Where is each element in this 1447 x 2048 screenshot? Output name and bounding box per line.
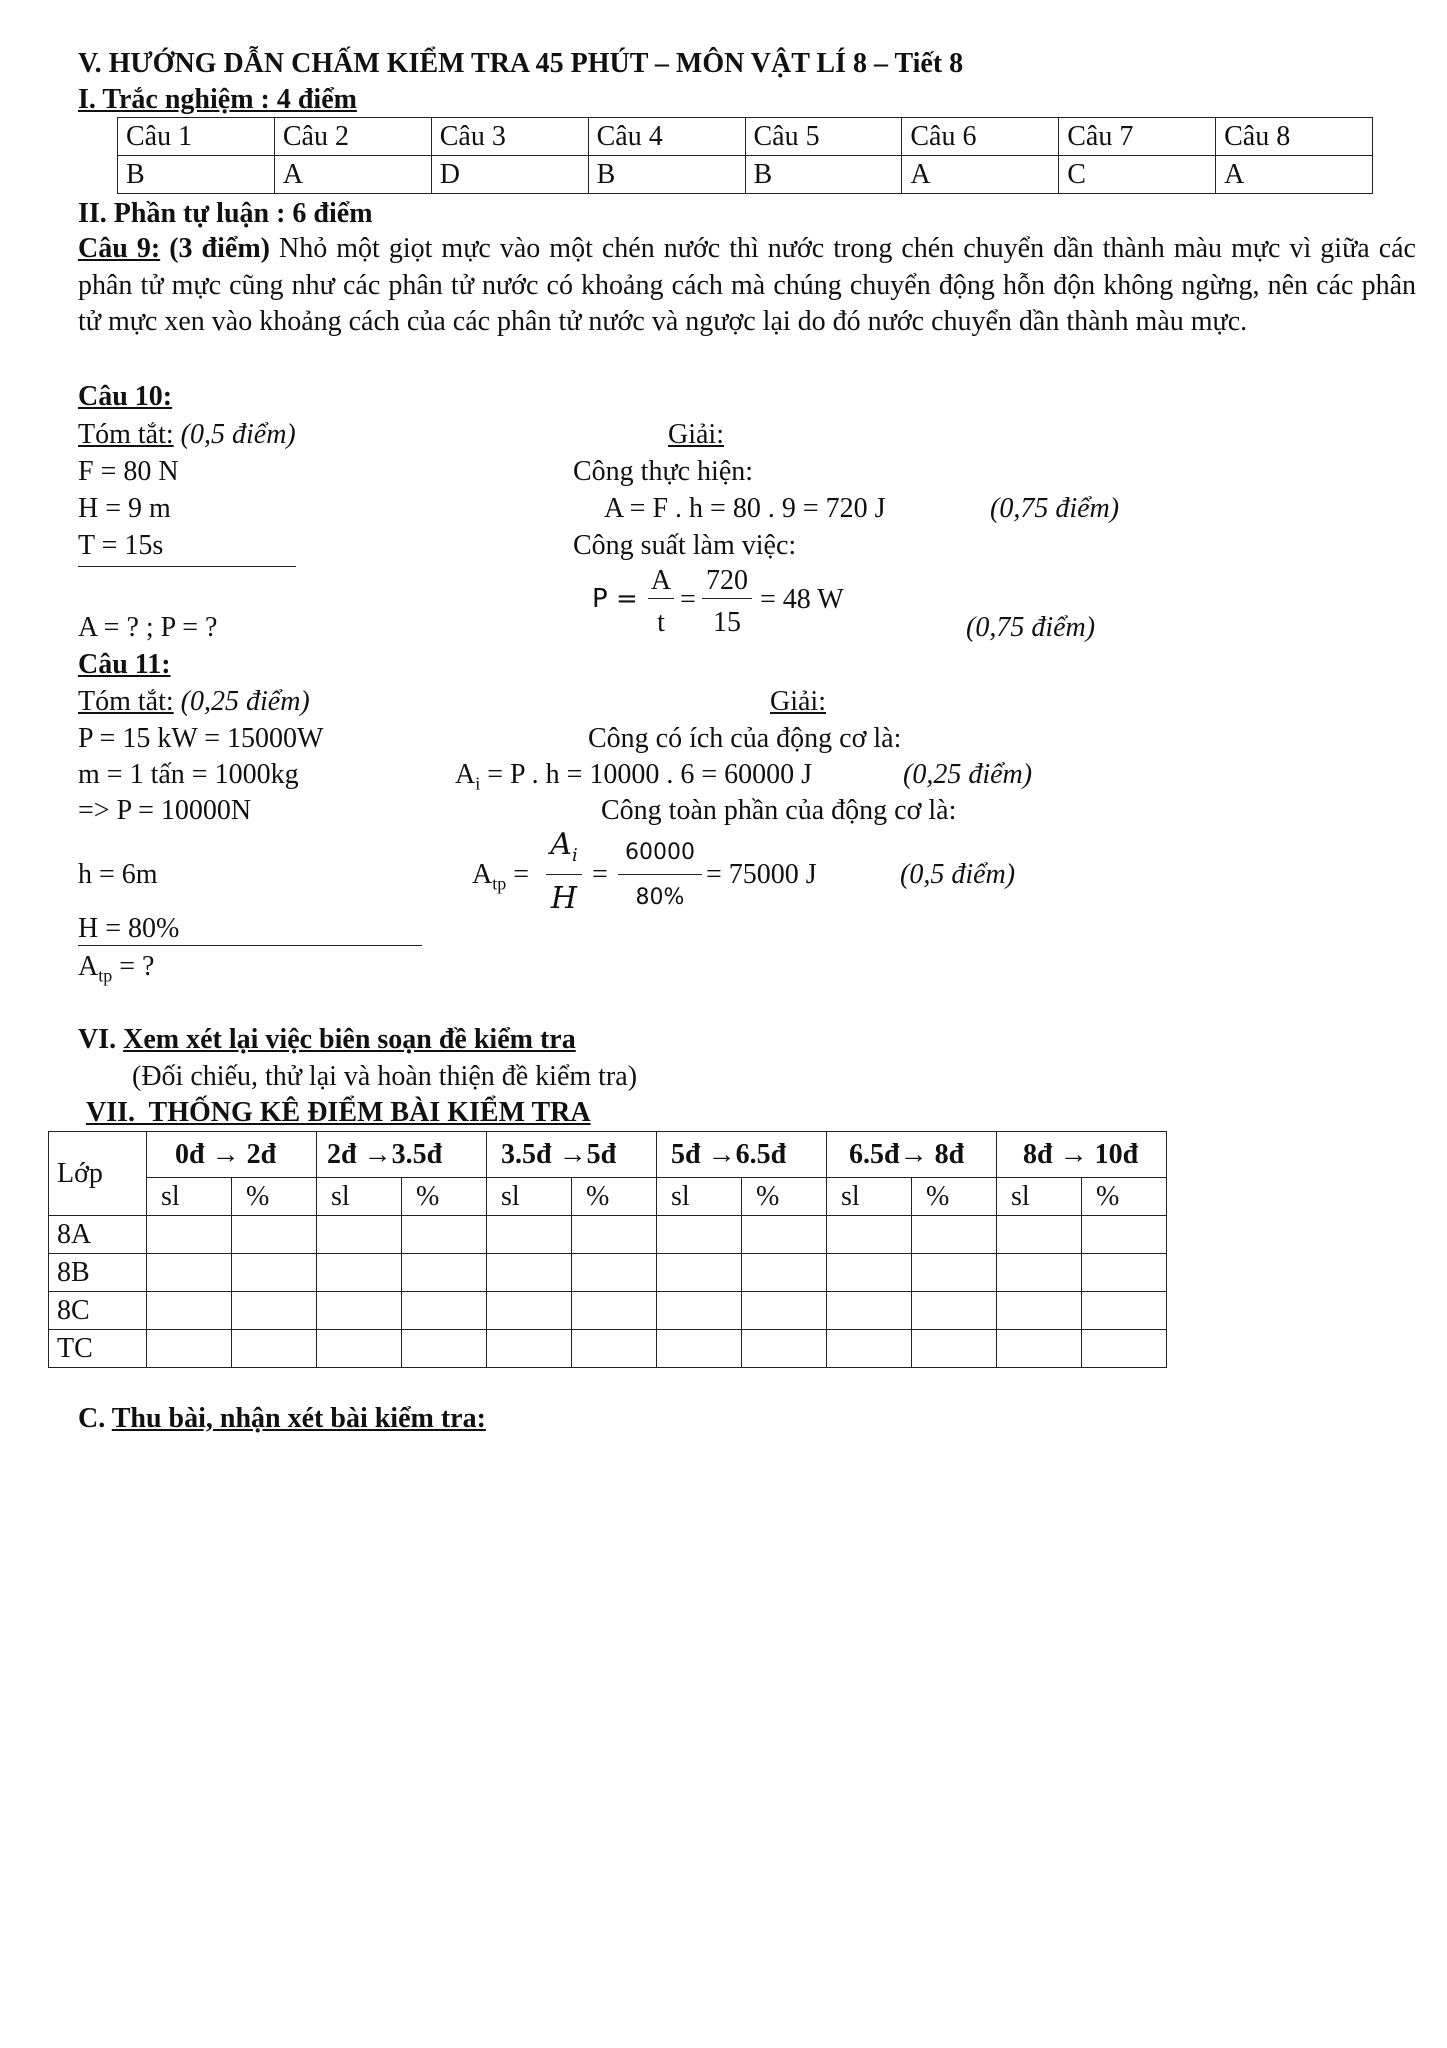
- score-cell: [997, 1216, 1082, 1254]
- score-cell: [657, 1216, 742, 1254]
- q10-power-den1: t: [657, 607, 665, 638]
- question-11-label: Câu 11:: [78, 649, 171, 680]
- q10-power-fraction-line-1: [648, 598, 674, 599]
- q11-total-symbol: A: [472, 859, 493, 890]
- q10-power-fraction-line-2: [702, 598, 752, 599]
- question-cell: Câu 1: [118, 118, 275, 156]
- q11-useful-formula: = P . h = 10000 . 6 = 60000 J: [487, 759, 813, 790]
- score-cell: [912, 1254, 997, 1292]
- answer-table-header-row: [118, 118, 1373, 156]
- q11-unknown: [78, 953, 154, 985]
- answer-cell: B: [588, 156, 745, 194]
- q10-solution-label: Giải:: [668, 419, 724, 450]
- section-7-title: THỐNG KÊ ĐIỂM BÀI KIỂM TRA: [148, 1097, 591, 1128]
- count-header: sl: [487, 1178, 572, 1216]
- score-cell: [572, 1254, 657, 1292]
- score-subheader-row: [49, 1178, 1167, 1216]
- section-6-subtitle: (Đối chiếu, thử lại và hoàn thiện đề kiểm tra): [132, 1061, 638, 1092]
- q11-total-num2: 60000: [625, 840, 695, 865]
- section-6-heading: [78, 1026, 576, 1054]
- q11-summary-points: (0,25 điểm): [180, 686, 310, 717]
- count-header: sl: [147, 1178, 232, 1216]
- percent-header: %: [1082, 1178, 1167, 1216]
- q10-power-equals: =: [680, 584, 696, 615]
- question-cell: Câu 7: [1059, 118, 1216, 156]
- score-statistics-table: [48, 1131, 1167, 1368]
- percent-header: %: [232, 1178, 317, 1216]
- score-cell: [147, 1216, 232, 1254]
- score-cell: [402, 1254, 487, 1292]
- q11-summary-label: Tóm tắt:: [78, 686, 174, 717]
- q11-solution-label: Giải:: [770, 686, 826, 717]
- q11-total-lhs: $A_{tp}$ =: [472, 859, 530, 894]
- q11-total-den1: H: [550, 881, 578, 916]
- q10-power-result: = 48 W: [760, 584, 844, 615]
- count-header: sl: [657, 1178, 742, 1216]
- q10-given-height: H = 9 m: [78, 493, 171, 524]
- count-header: sl: [827, 1178, 912, 1216]
- part2-title: II. Phần tự luận : 6 điểm: [78, 198, 373, 229]
- question-cell: Câu 2: [274, 118, 431, 156]
- section-c-title: Thu bài, nhận xét bài kiểm tra:: [111, 1403, 486, 1434]
- q11-total-equals: =: [592, 859, 608, 890]
- score-cell: [232, 1330, 317, 1368]
- score-cell: [317, 1330, 402, 1368]
- class-name: 8B: [49, 1254, 147, 1292]
- q11-useful-points: (0,25 điểm): [903, 759, 1033, 790]
- q11-total-fraction-line-1: [546, 874, 582, 875]
- score-cell: [147, 1292, 232, 1330]
- class-row: [49, 1216, 1167, 1254]
- class-name: TC: [49, 1330, 147, 1368]
- part1-title: I. Trắc nghiệm : 4 điểm: [78, 84, 357, 115]
- q11-given-power: P = 15 kW = 15000W: [78, 723, 324, 754]
- q11-useful-subscript: i: [475, 773, 481, 794]
- q11-unknown-rest: = ?: [119, 951, 155, 982]
- class-name: 8C: [49, 1292, 147, 1330]
- q10-work-title: Công thực hiện:: [573, 456, 754, 487]
- q10-given-time: T = 15s: [78, 530, 164, 561]
- score-cell: [402, 1292, 487, 1330]
- score-range-header-row: [49, 1132, 1167, 1178]
- score-range-header: 3.5đ →5đ: [487, 1132, 657, 1178]
- score-cell: [742, 1330, 827, 1368]
- q10-power-title: Công suất làm việc:: [573, 530, 797, 561]
- section-7-heading: [86, 1099, 591, 1127]
- question-cell: Câu 3: [431, 118, 588, 156]
- score-cell: [147, 1330, 232, 1368]
- score-cell: [1082, 1254, 1167, 1292]
- answer-cell: A: [1216, 156, 1373, 194]
- question-9-label: Câu 9:: [78, 233, 161, 264]
- q10-summary-heading: [78, 421, 296, 449]
- q11-unknown-subscript: tp: [98, 965, 113, 986]
- question-10-label: Câu 10:: [78, 381, 173, 412]
- section-6-title: Xem xét lại việc biên soạn đề kiểm tra: [123, 1024, 576, 1055]
- score-cell: [1082, 1216, 1167, 1254]
- q10-power-num2: 720: [706, 565, 748, 596]
- q11-total-num1: [546, 827, 582, 866]
- score-cell: [487, 1330, 572, 1368]
- q10-power-points: (0,75 điểm): [966, 612, 1096, 643]
- q11-total-points: (0,5 điểm): [900, 859, 1016, 890]
- score-cell: [657, 1330, 742, 1368]
- question-cell: Câu 6: [902, 118, 1059, 156]
- q11-total-num1-symbol: A: [550, 827, 572, 862]
- score-cell: [912, 1216, 997, 1254]
- question-cell: Câu 8: [1216, 118, 1373, 156]
- section-7-prefix: VII.: [86, 1097, 136, 1128]
- section-6-prefix: VI.: [78, 1024, 117, 1055]
- score-cell: [827, 1216, 912, 1254]
- q11-useful-formula-line: [455, 761, 812, 793]
- score-cell: [1082, 1292, 1167, 1330]
- percent-header: %: [402, 1178, 487, 1216]
- class-header: Lớp: [49, 1132, 147, 1216]
- score-cell: [912, 1292, 997, 1330]
- class-row: [49, 1292, 1167, 1330]
- score-cell: [232, 1254, 317, 1292]
- q10-summary-divider: [78, 566, 296, 567]
- score-cell: [147, 1254, 232, 1292]
- question-cell: Câu 4: [588, 118, 745, 156]
- score-range-header: 5đ →6.5đ: [657, 1132, 827, 1178]
- score-cell: [232, 1292, 317, 1330]
- question-9-paragraph: [78, 231, 1416, 341]
- q10-power-lhs: P =: [592, 584, 638, 614]
- q10-work-formula: A = F . h = 80 . 9 = 720 J: [604, 493, 886, 524]
- q11-useful-title: Công có ích của động cơ là:: [588, 723, 902, 754]
- q11-given-weight: => P = 10000N: [78, 795, 252, 826]
- section-c-prefix: C.: [78, 1403, 106, 1434]
- score-cell: [657, 1254, 742, 1292]
- score-cell: [827, 1254, 912, 1292]
- score-cell: [657, 1292, 742, 1330]
- score-cell: [317, 1292, 402, 1330]
- q10-summary-label: Tóm tắt:: [78, 419, 174, 450]
- q11-total-result: = 75000 J: [706, 859, 817, 890]
- percent-header: %: [742, 1178, 827, 1216]
- score-cell: [572, 1330, 657, 1368]
- q10-work-points: (0,75 điểm): [990, 493, 1120, 524]
- q11-given-efficiency: H = 80%: [78, 913, 180, 944]
- score-cell: [827, 1330, 912, 1368]
- answer-cell: D: [431, 156, 588, 194]
- count-header: sl: [317, 1178, 402, 1216]
- score-cell: [742, 1216, 827, 1254]
- q11-given-mass: m = 1 tấn = 1000kg: [78, 759, 299, 790]
- q11-total-den2: 80%: [635, 885, 685, 910]
- answer-cell: B: [745, 156, 902, 194]
- score-cell: [827, 1292, 912, 1330]
- q10-unknown: A = ? ; P = ?: [78, 612, 218, 643]
- question-9-points: (3 điểm): [169, 233, 270, 264]
- score-cell: [997, 1292, 1082, 1330]
- q10-given-force: F = 80 N: [78, 456, 179, 487]
- q10-power-num1: A: [650, 565, 672, 596]
- page-heading: V. HƯỚNG DẪN CHẤM KIỂM TRA 45 PHÚT – MÔN VẬT LÍ 8 – Tiết 8: [78, 48, 964, 79]
- score-cell: [997, 1254, 1082, 1292]
- score-cell: [1082, 1330, 1167, 1368]
- answer-cell: A: [902, 156, 1059, 194]
- section-c-heading: [78, 1405, 486, 1433]
- score-cell: [232, 1216, 317, 1254]
- q11-total-title: Công toàn phần của động cơ là:: [601, 795, 957, 826]
- q11-total-num1-subscript: i: [571, 845, 578, 866]
- score-cell: [402, 1216, 487, 1254]
- answer-cell: B: [118, 156, 275, 194]
- score-cell: [742, 1292, 827, 1330]
- q11-total-subscript: tp: [492, 873, 507, 894]
- score-cell: [912, 1330, 997, 1368]
- score-cell: [572, 1216, 657, 1254]
- score-range-header: 6.5đ→ 8đ: [827, 1132, 997, 1178]
- q11-useful-symbol: A: [455, 759, 476, 790]
- question-cell: Câu 5: [745, 118, 902, 156]
- question-9-answer: Nhỏ một giọt mực vào một chén nước thì nước trong chén chuyển dần thành màu mực vì giữa các phân tử mực cũng như các phân tử nước có khoảng cách mà chúng chuyển động hỗn độn không ngừng, nên các phân tử mực xen vào khoảng cách của các phân tử nước và ngược lại do đó nước chuyển dần thành màu mực.: [78, 233, 1416, 337]
- score-cell: [742, 1254, 827, 1292]
- answer-cell: C: [1059, 156, 1216, 194]
- answer-table-answer-row: [118, 156, 1373, 194]
- q11-summary-heading: [78, 688, 310, 716]
- score-cell: [997, 1330, 1082, 1368]
- score-cell: [402, 1330, 487, 1368]
- score-cell: [317, 1254, 402, 1292]
- q10-power-den2: 15: [713, 607, 741, 638]
- q11-summary-divider: [78, 945, 422, 946]
- q11-given-h: h = 6m: [78, 859, 158, 890]
- score-range-header: 8đ → 10đ: [997, 1132, 1167, 1178]
- score-cell: [487, 1292, 572, 1330]
- score-cell: [317, 1216, 402, 1254]
- class-row: [49, 1330, 1167, 1368]
- q11-unknown-symbol: A: [78, 951, 99, 982]
- class-row: [49, 1254, 1167, 1292]
- score-range-header: 0đ → 2đ: [147, 1132, 317, 1178]
- class-name: 8A: [49, 1216, 147, 1254]
- percent-header: %: [912, 1178, 997, 1216]
- score-cell: [487, 1254, 572, 1292]
- score-range-header: 2đ →3.5đ: [317, 1132, 487, 1178]
- percent-header: %: [572, 1178, 657, 1216]
- q10-summary-points: (0,5 điểm): [180, 419, 296, 450]
- answer-cell: A: [274, 156, 431, 194]
- answer-table: [117, 117, 1373, 194]
- score-cell: [572, 1292, 657, 1330]
- count-header: sl: [997, 1178, 1082, 1216]
- score-cell: [487, 1216, 572, 1254]
- q11-total-fraction-line-2: [618, 874, 702, 875]
